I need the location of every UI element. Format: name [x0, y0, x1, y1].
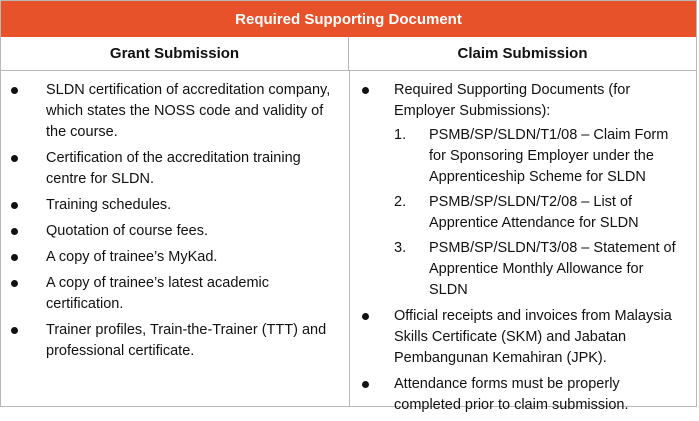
list-item-text: Training schedules. — [46, 197, 172, 213]
sub-list-item — [394, 192, 682, 234]
list-item — [1, 247, 335, 268]
list-item — [1, 273, 335, 315]
grant-submission-header: Grant Submission — [1, 37, 349, 71]
item-number: 3. — [394, 240, 407, 256]
list-item — [350, 306, 682, 369]
list-item — [1, 221, 335, 242]
bullet-icon — [11, 254, 18, 261]
bullet-icon — [11, 327, 18, 334]
bullet-icon — [362, 87, 369, 94]
sub-list-item — [394, 125, 682, 188]
list-item — [1, 195, 335, 216]
item-number: 1. — [394, 127, 407, 143]
sub-list-item-text: PSMB/SP/SLDN/T2/08 – List of Apprentice Attendance for SLDN — [429, 194, 639, 231]
bullet-icon — [362, 381, 369, 388]
list-item — [350, 374, 682, 416]
table-title: Required Supporting Document — [1, 1, 696, 37]
list-item-text: Quotation of course fees. — [46, 223, 209, 239]
grant-requirements-list — [1, 80, 335, 362]
list-item-text: Required Supporting Documents (for Employer Submissions): — [394, 82, 631, 119]
list-item-text: A copy of trainee’s MyKad. — [46, 249, 218, 265]
list-item-text: Attendance forms must be properly completed prior to claim submission. — [394, 376, 629, 413]
bullet-icon — [362, 313, 369, 320]
list-item — [1, 148, 335, 190]
sub-list-item-text: PSMB/SP/SLDN/T1/08 – Claim Form for Sponsoring Employer under the Apprenticeship Scheme for SLDN — [429, 127, 669, 185]
sub-list-item-text: PSMB/SP/SLDN/T3/08 – Statement of Apprentice Monthly Allowance for SLDN — [429, 240, 676, 298]
list-item-text: SLDN certification of accreditation company, which states the NOSS code and validity of the course. — [46, 82, 331, 140]
list-item — [350, 80, 682, 301]
list-item-text: Official receipts and invoices from Malaysia Skills Certificate (SKM) and Jabatan Pembangunan Kemahiran (JPK). — [394, 308, 672, 366]
list-item-text: Certification of the accreditation training centre for SLDN. — [46, 150, 301, 187]
item-number: 2. — [394, 194, 407, 210]
bullet-icon — [11, 87, 18, 94]
list-item — [1, 80, 335, 143]
list-item-text: A copy of trainee’s latest academic certification. — [46, 275, 269, 312]
bullet-icon — [11, 202, 18, 209]
employer-forms-list — [394, 125, 682, 301]
bullet-icon — [11, 155, 18, 162]
sub-list-item — [394, 238, 682, 301]
bullet-icon — [11, 228, 18, 235]
grant-submission-column — [1, 71, 349, 367]
list-item — [1, 320, 335, 362]
claim-requirements-list — [350, 80, 682, 416]
claim-submission-header: Claim Submission — [349, 37, 696, 71]
claim-submission-column — [350, 71, 696, 421]
list-item-text: Trainer profiles, Train-the-Trainer (TTT) and professional certificate. — [46, 322, 327, 359]
bullet-icon — [11, 280, 18, 287]
